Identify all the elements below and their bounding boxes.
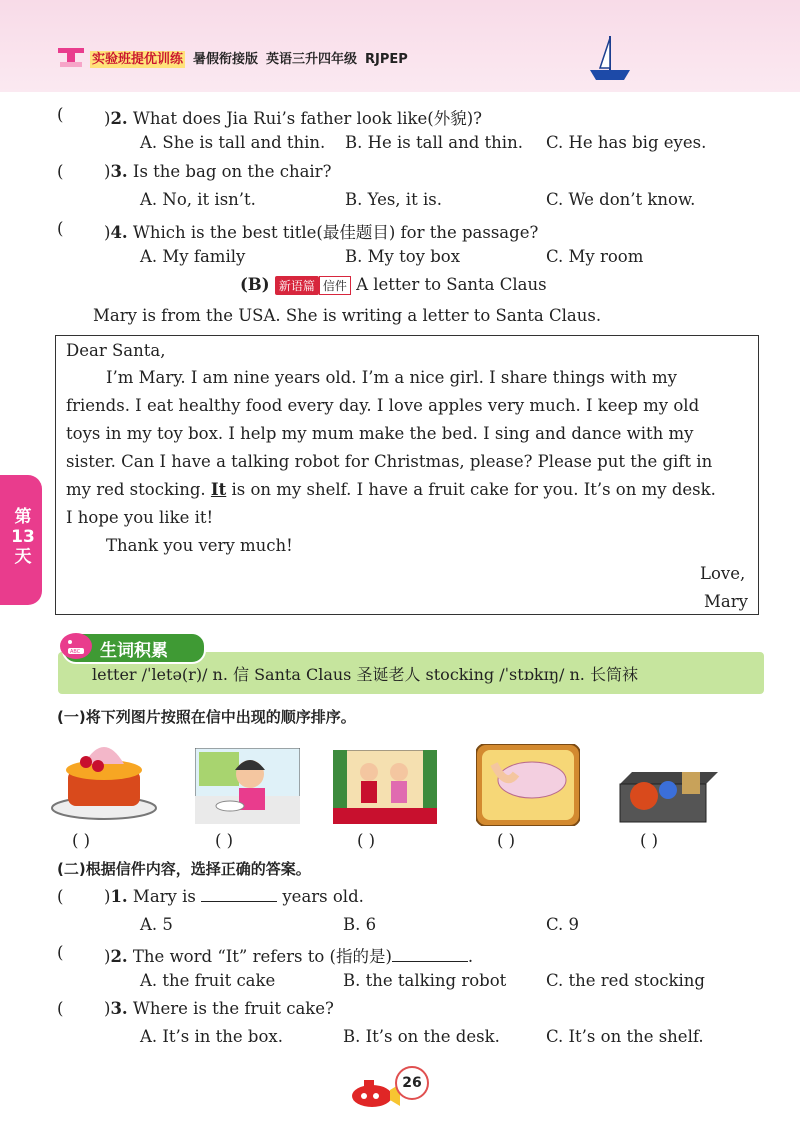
answer-paren-open: ( bbox=[57, 162, 64, 181]
header-brand: 实验班提优训练 bbox=[92, 52, 184, 67]
option-c: C. He has big eyes. bbox=[546, 133, 707, 152]
day-tab-char: 第 bbox=[14, 507, 32, 527]
ex2-question-3 bbox=[104, 999, 334, 1018]
question-text: Is the bag on the chair? bbox=[132, 162, 332, 181]
answer-paren-close: ) bbox=[104, 109, 111, 128]
letter-line: I hope you like it! bbox=[66, 508, 214, 527]
piggy-bank-icon bbox=[58, 628, 94, 662]
question-text: What does Jia Rui’s father look like(外貌)? bbox=[132, 109, 482, 128]
ex2-question-1 bbox=[104, 887, 364, 906]
option-a: A. 5 bbox=[140, 915, 173, 934]
option-c: C. the red stocking bbox=[546, 971, 705, 990]
question-number: 3. bbox=[110, 162, 128, 181]
section-title: A letter to Santa Claus bbox=[356, 275, 547, 294]
vocab-text: letter /ˈletə(r)/ n. 信 Santa Claus 圣诞老人 stocking /ˈstɒkɪŋ/ n. 长筒袜 bbox=[92, 665, 638, 684]
underlined-it: It bbox=[210, 480, 227, 499]
answer-paren-close: ) bbox=[104, 887, 111, 906]
option-b: B. the talking robot bbox=[343, 971, 507, 990]
day-tab-char: 天 bbox=[14, 547, 32, 567]
answer-paren-close: ) bbox=[104, 223, 111, 242]
making-bed-picture-icon bbox=[476, 744, 580, 826]
option-c: C. My room bbox=[546, 247, 644, 266]
toy-box-picture-icon bbox=[614, 766, 719, 824]
question-text: Mary is bbox=[132, 887, 202, 906]
header-edition: 暑假衔接版 bbox=[193, 52, 259, 67]
singing-dancing-picture-icon bbox=[333, 750, 437, 824]
section-label: (B) bbox=[240, 275, 270, 294]
option-c: C. 9 bbox=[546, 915, 580, 934]
question-number: 3. bbox=[110, 999, 128, 1018]
question-number: 2. bbox=[110, 109, 128, 128]
letter-line: friends. I eat healthy food every day. I love apples very much. I keep my old bbox=[66, 396, 700, 415]
option-c: C. We don’t know. bbox=[546, 190, 696, 209]
header-code: RJPEP bbox=[365, 52, 408, 67]
answer-paren-close: ) bbox=[104, 999, 111, 1018]
header-title bbox=[90, 48, 408, 67]
publisher-logo-icon bbox=[58, 46, 84, 68]
option-a: A. My family bbox=[140, 247, 246, 266]
letter-line: sister. Can I have a talking robot for Christmas, please? Please put the gift in bbox=[66, 452, 713, 471]
option-a: A. the fruit cake bbox=[140, 971, 276, 990]
day-tab-number: 13 bbox=[11, 527, 35, 547]
question-text: Which is the best title(最佳题目) for the passage? bbox=[132, 223, 539, 242]
submarine-icon bbox=[350, 1076, 400, 1110]
question-text: . bbox=[467, 947, 474, 966]
svg-text:ABC: ABC bbox=[70, 649, 81, 655]
letter-line bbox=[66, 480, 716, 499]
question-4 bbox=[104, 219, 538, 243]
question-2 bbox=[104, 105, 482, 129]
question-number: 1. bbox=[110, 887, 128, 906]
option-b: B. He is tall and thin. bbox=[345, 133, 523, 152]
vocab-heading: 生词积累 bbox=[100, 641, 168, 661]
question-3 bbox=[104, 162, 331, 181]
picture-order-blank: ( ) bbox=[357, 831, 376, 850]
letter-text: my red stocking. bbox=[66, 480, 211, 499]
question-text: years old. bbox=[277, 887, 364, 906]
ex2-question-2 bbox=[104, 943, 473, 967]
letter-thanks: Thank you very much! bbox=[106, 536, 293, 555]
exercise-1-instruction: (一)将下列图片按照在信中出现的顺序排序。 bbox=[57, 708, 356, 726]
answer-paren-close: ) bbox=[104, 947, 111, 966]
answer-paren-close: ) bbox=[104, 162, 111, 181]
fill-blank[interactable] bbox=[392, 947, 468, 962]
day-tab-label bbox=[8, 507, 38, 567]
letter-closing: Love, bbox=[700, 564, 746, 583]
option-a: A. No, it isn’t. bbox=[140, 190, 256, 209]
question-number: 2. bbox=[110, 947, 128, 966]
question-number: 4. bbox=[110, 223, 128, 242]
answer-paren-open: ( bbox=[57, 105, 64, 124]
option-c: C. It’s on the shelf. bbox=[546, 1027, 704, 1046]
type-tag: 信件 bbox=[319, 276, 351, 295]
answer-paren-open: ( bbox=[57, 887, 64, 906]
exercise-2-instruction: (二)根据信件内容，选择正确的答案。 bbox=[57, 860, 311, 878]
sailboat-icon bbox=[586, 34, 634, 84]
picture-order-blank: ( ) bbox=[215, 831, 234, 850]
option-b: B. Yes, it is. bbox=[345, 190, 442, 209]
letter-line: toys in my toy box. I help my mum make the bed. I sing and dance with my bbox=[66, 424, 694, 443]
letter-text: is on my shelf. I have a fruit cake for you. It’s on my desk. bbox=[226, 480, 716, 499]
intro-text: Mary is from the USA. She is writing a letter to Santa Claus. bbox=[93, 306, 602, 325]
genre-tag: 新语篇 bbox=[275, 276, 319, 295]
letter-greeting: Dear Santa, bbox=[66, 341, 166, 360]
letter-signature: Mary bbox=[704, 592, 748, 611]
option-b: B. It’s on the desk. bbox=[343, 1027, 500, 1046]
option-b: B. My toy box bbox=[345, 247, 461, 266]
cake-picture-icon bbox=[50, 730, 158, 822]
page-number: 26 bbox=[395, 1066, 429, 1100]
fill-blank[interactable] bbox=[201, 887, 277, 902]
page-header bbox=[0, 0, 800, 92]
letter-line: I’m Mary. I am nine years old. I’m a nice girl. I share things with my bbox=[106, 368, 677, 387]
answer-paren-open: ( bbox=[57, 219, 64, 238]
picture-order-blank: ( ) bbox=[72, 831, 91, 850]
picture-order-blank: ( ) bbox=[640, 831, 659, 850]
question-text: The word “It” refers to (指的是) bbox=[132, 947, 392, 966]
answer-paren-open: ( bbox=[57, 999, 64, 1018]
picture-order-blank: ( ) bbox=[497, 831, 516, 850]
section-b-heading bbox=[240, 275, 547, 295]
header-grade: 英语三升四年级 bbox=[266, 52, 358, 67]
question-text: Where is the fruit cake? bbox=[132, 999, 334, 1018]
girl-eating-picture-icon bbox=[195, 748, 300, 824]
option-a: A. She is tall and thin. bbox=[140, 133, 326, 152]
answer-paren-open: ( bbox=[57, 943, 64, 962]
option-a: A. It’s in the box. bbox=[140, 1027, 283, 1046]
option-b: B. 6 bbox=[343, 915, 377, 934]
